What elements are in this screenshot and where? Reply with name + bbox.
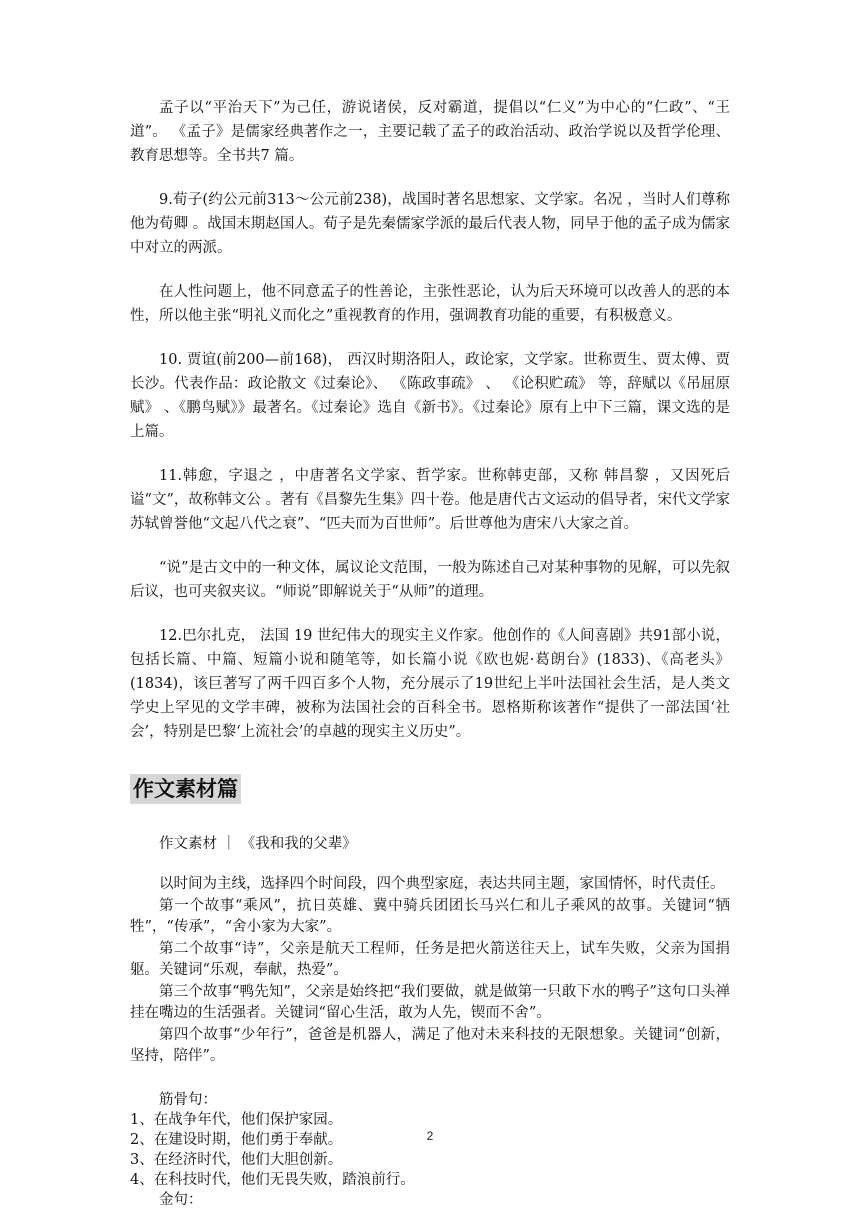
paragraph-balzac: 12.巴尔扎克， 法国 19 世纪伟大的现实主义作家。他创作的《人间喜剧》共91部小说，包括长篇、中篇、短篇小说和随笔等，如长篇小说《欧也妮·葛朗台》(1833)、《高老头》(1834)，该巨著写了两千四百多个人物，充分展示了19世纪上半叶法国社会生活，是人类文学史上罕见的文学丰碑，被称为法国社会的百科全书。恩格斯称该著作“提供了一部法国‘社会’，特别是巴黎‘上流社会’的卓越的现实主义历史”。 xyxy=(130,628,730,740)
list-item: 2、在建设时期，他们勇于奉献。 xyxy=(130,1131,343,1148)
jinju-label: 金句： xyxy=(159,1191,203,1208)
material-body xyxy=(130,874,730,1068)
section-heading: 作文素材篇 xyxy=(130,774,241,804)
list-item: 1、在战争年代，他们保护家园。 xyxy=(130,1111,343,1128)
paragraph-mencius: 孟子以“平治天下”为己任，游说诸侯，反对霸道，提倡以“仁义”为中心的“仁政”、“王道”。 《孟子》是儒家经典著作之一，主要记载了孟子的政治活动、政治学说以及哲学伦理、教育思想等。全书共7 篇。 xyxy=(130,100,730,164)
jingu-section xyxy=(130,1090,730,1210)
material-paragraph: 以时间为主线，选择四个时间段，四个典型家庭，表达共同主题，家国情怀，时代责任。 xyxy=(159,876,725,892)
material-paragraph: 第二个故事“诗”，父亲是航天工程师，任务是把火箭送往天上，试车失败，父亲为国捐躯。关键词“乐观，奉献，热爱”。 xyxy=(130,940,730,978)
jingu-label: 筋骨句： xyxy=(159,1091,217,1108)
paragraph-human-nature: 在人性问题上，他不同意孟子的性善论，主张性恶论，认为后天环境可以改善人的恶的本性，所以他主张“明礼义而化之”重视教育的作用，强调教育功能的重要，有积极意义。 xyxy=(130,284,730,324)
paragraph-han-yu: 11.韩愈，字退之 ，中唐著名文学家、哲学家。世称韩吏部，又称 韩昌黎 ，又因死后谥“文”，故称韩文公 。著有《昌黎先生集》四十卷。他是唐代古文运动的倡导者，宋代文学家苏轼曾誉他“文起八代之衰”、“匹夫而为百世师”。后世尊他为唐宋八大家之首。 xyxy=(130,468,730,532)
paragraph-xunzi: 9.荀子(约公元前313～公元前238)，战国时著名思想家、文学家。名况 ，当时人们尊称他为荀卿 。战国末期赵国人。荀子是先秦儒家学派的最后代表人物，同早于他的孟子成为儒家中对立的两派。 xyxy=(130,192,730,256)
material-title: 作文素材 ｜ 《我和我的父辈》 xyxy=(159,836,357,852)
material-paragraph: 第三个故事“鸭先知”，父亲是始终把“我们要做，就是做第一只敢下水的鸭子”这句口头禅挂在嘴边的生活强者。关键词“留心生活，敢为人先，锲而不舍”。 xyxy=(130,983,730,1021)
page-number: 2 xyxy=(426,1129,434,1143)
paragraph-jia-yi: 10. 贾谊(前200—前168)， 西汉时期洛阳人，政论家，文学家。世称贾生、贾太傅、贾长沙。代表作品：政论散文《过秦论》、 《陈政事疏》 、 《论积贮疏》 等，辞赋以《吊屈原赋》 、《鹏鸟赋》》最著名。《过秦论》选自《新书》。《过秦论》原有上中下三篇，课文选的是上篇。 xyxy=(130,352,730,440)
material-paragraph: 第一个故事“乘风”，抗日英雄、冀中骑兵团团长马兴仁和儿子乘风的故事。关键词“牺牲”，“传承”，“舍小家为大家”。 xyxy=(130,897,730,935)
paragraph-shuo: “说”是古文中的一种文体，属议论文范围，一般为陈述自己对某种事物的见解，可以先叙后议，也可夹叙夹议。“师说”即解说关于“从师”的道理。 xyxy=(130,560,730,600)
material-paragraph: 第四个故事“少年行”，爸爸是机器人，满足了他对未来科技的无限想象。关键词“创新，坚持，陪伴”。 xyxy=(130,1026,730,1064)
list-item: 3、在经济时代，他们大胆创新。 xyxy=(130,1151,343,1168)
page-content xyxy=(130,96,730,1210)
list-item: 4、在科技时代，他们无畏失败，踏浪前行。 xyxy=(130,1171,415,1188)
